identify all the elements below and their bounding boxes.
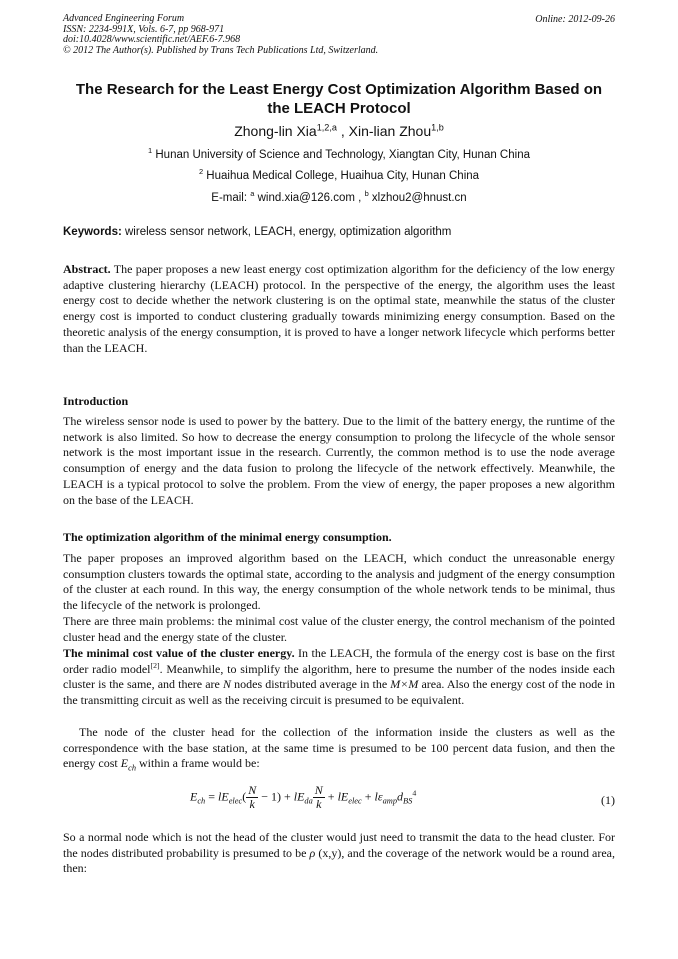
- eq-frac1-den: k: [249, 797, 255, 811]
- eq-frac1-num: N: [248, 783, 257, 797]
- eq-t4-d: d: [397, 789, 404, 804]
- affiliation-1-sup: 1: [148, 146, 153, 156]
- eq-t3-sub: elec: [348, 796, 362, 806]
- section2-para-4: [63, 725, 615, 777]
- issn-line: ISSN: 2234-991X, Vols. 6-7, pp 968-971: [63, 23, 225, 35]
- para-3-text-b: . Meanwhile, to simplify the algorithm, here to presume the number of the nodes inside each cluster is the same, and there are: [63, 661, 616, 692]
- eq-frac2-den: k: [316, 797, 322, 811]
- keywords-label: Keywords:: [63, 226, 122, 238]
- minimal-cost-label: The minimal cost value of the cluster energy.: [63, 646, 295, 660]
- abstract: [63, 262, 615, 356]
- eq-t4: lε: [374, 789, 383, 804]
- author-line: [63, 123, 615, 139]
- para-3-text-c: nodes distributed average in the: [231, 677, 391, 692]
- var-N: N: [223, 677, 232, 692]
- eq-t1-close: − 1) +: [258, 789, 294, 804]
- var-rho: ρ: [309, 845, 316, 860]
- eq-t4-sub: amp: [382, 796, 398, 806]
- para-3-text-a: In the LEACH, the formula of the energy cost is base on the first order radio model: [63, 646, 615, 676]
- doi-line[interactable]: doi:10.4028/www.scientific.net/AEF.6-7.968: [63, 34, 241, 46]
- var-E-sub: ch: [128, 763, 137, 773]
- eq-frac2-num: N: [314, 783, 323, 797]
- abstract-text: The paper proposes a new least energy cost optimization algorithm for the deficiency of the low energy adaptive clustering hierarchy (LEACH) protocol. In the perspective of the energy, the algorithm uses the least energy cost to decide whether the network clustering is on the optimal state, meanwhile the status of the cluster energy cost is imported to conduct clustering gradually towards minimizing energy consumption. Based on the theoretic analysis of the energy consumption, it is proved to have a longer network lifecycle which performs better than the LEACH.: [63, 262, 615, 355]
- eq-plus-2: +: [361, 789, 375, 804]
- keywords: [63, 226, 615, 238]
- para-4-text-b: within a frame would be:: [136, 756, 260, 771]
- eq-t4-exp: 4: [412, 788, 417, 798]
- var-MxM: M×M: [390, 677, 419, 692]
- email-a[interactable]: wind.xia@126.com: [257, 192, 355, 204]
- eq-t1-open: (: [242, 789, 247, 804]
- para-3-text-d: area. Also the energy cost of the node in the transmitting circuit as well as the receiving circuit is presumed to be equivalent.: [63, 677, 616, 708]
- abstract-label: Abstract.: [63, 262, 111, 276]
- affiliation-2-text: Huaihua Medical College, Huaihua City, Hunan China: [206, 170, 480, 182]
- author-2-sup: 1,b: [431, 122, 444, 133]
- citation-ref[interactable]: [2]: [150, 660, 160, 670]
- email-separator: ,: [354, 192, 365, 204]
- section2-para-3: [63, 646, 615, 709]
- eq-t3: lE: [337, 789, 349, 804]
- journal-header: [63, 14, 378, 56]
- eq-lhs: E: [190, 789, 198, 804]
- introduction-text: The wireless sensor node is used to power by the battery. Due to the limit of the battery energy, the runtime of the network is also limited. So how to decrease the energy consumption to prolong the lifecycle of the whole sensor network is the most important issue in the research. Currently, the common method is to use the node average consumption of energy and the data fusion to prolong the lifecycle of the network effectively. Meanwhile, the LEACH is a typical protocol to solve the problem. From the view of energy, the paper proposes a new algorithm on the base of the LEACH.: [63, 414, 615, 507]
- affiliation-1-text: Hunan University of Science and Technology, Xiangtan City, Hunan China: [155, 149, 530, 161]
- introduction-heading: Introduction: [63, 394, 129, 408]
- section2-para-2: There are three main problems: the minimal cost value of the cluster energy, the control mechanism of the pointed cluster head and the energy state of the cluster.: [63, 614, 615, 644]
- para-5-text-b: (x,y), and the coverage of the network would be a round area, then:: [63, 845, 615, 876]
- online-date: Online: 2012-09-26: [535, 14, 615, 25]
- equation-1: [190, 784, 615, 824]
- email-line: [63, 189, 615, 204]
- eq-fraction-2: [313, 784, 325, 811]
- email-b-sup: b: [364, 189, 369, 199]
- affiliation-1: [63, 146, 615, 161]
- eq-fraction-1: [246, 784, 258, 811]
- author-2: Xin-lian Zhou: [348, 123, 432, 139]
- eq-t2: lE: [293, 789, 305, 804]
- eq-t4-dsub: BS: [403, 796, 413, 806]
- eq-t1-sub: elec: [228, 796, 243, 806]
- equation-number: (1): [601, 793, 615, 807]
- email-label: E-mail:: [211, 192, 251, 204]
- affiliation-2: [63, 167, 615, 182]
- paper-title: The Research for the Least Energy Cost Optimization Algorithm Based on the LEACH Protocol: [75, 81, 603, 117]
- section2-para-1: The paper proposes an improved algorithm based on the LEACH, which conduct the unreasonable energy consumption clusters towards the optimal state, according to the analysis and judgment of the energy consumption of the cluster at each round. In this way, the energy consumption of the whole network tends to be minimal, thus the lifecycle of the network is prolonged.: [63, 551, 615, 613]
- author-separator: ,: [336, 123, 349, 139]
- email-a-sup: a: [250, 189, 255, 199]
- copyright-line: © 2012 The Author(s). Published by Trans Tech Publications Ltd, Switzerland.: [63, 44, 379, 56]
- eq-equals: =: [205, 789, 219, 804]
- section2-heading: The optimization algorithm of the minimal energy consumption.: [63, 530, 392, 544]
- author-1: Zhong-lin Xia: [234, 123, 317, 139]
- author-1-sup: 1,2,a: [316, 122, 337, 133]
- para-4-text-a: The node of the cluster head for the collection of the information inside the clusters as well as the correspondence with the base station, at the same time is presumed to be 100 percent data fusion, and then the energy cost: [63, 725, 615, 771]
- eq-t2-sub: da: [304, 796, 313, 806]
- eq-lhs-sub: ch: [197, 796, 206, 806]
- var-E: E: [120, 756, 129, 771]
- journal-name: Advanced Engineering Forum: [63, 13, 185, 24]
- section2-para-5: [63, 830, 615, 877]
- eq-plus-1: +: [324, 789, 338, 804]
- eq-t1: lE: [218, 789, 229, 804]
- para-5-text-a: So a normal node which is not the head of the cluster would just need to transmit the data to the head cluster. For the nodes distributed probability is presumed to be: [63, 830, 615, 860]
- affiliation-2-sup: 2: [198, 167, 204, 177]
- email-b[interactable]: xlzhou2@hnust.cn: [371, 192, 467, 204]
- keywords-text: wireless sensor network, LEACH, energy, optimization algorithm: [125, 226, 452, 238]
